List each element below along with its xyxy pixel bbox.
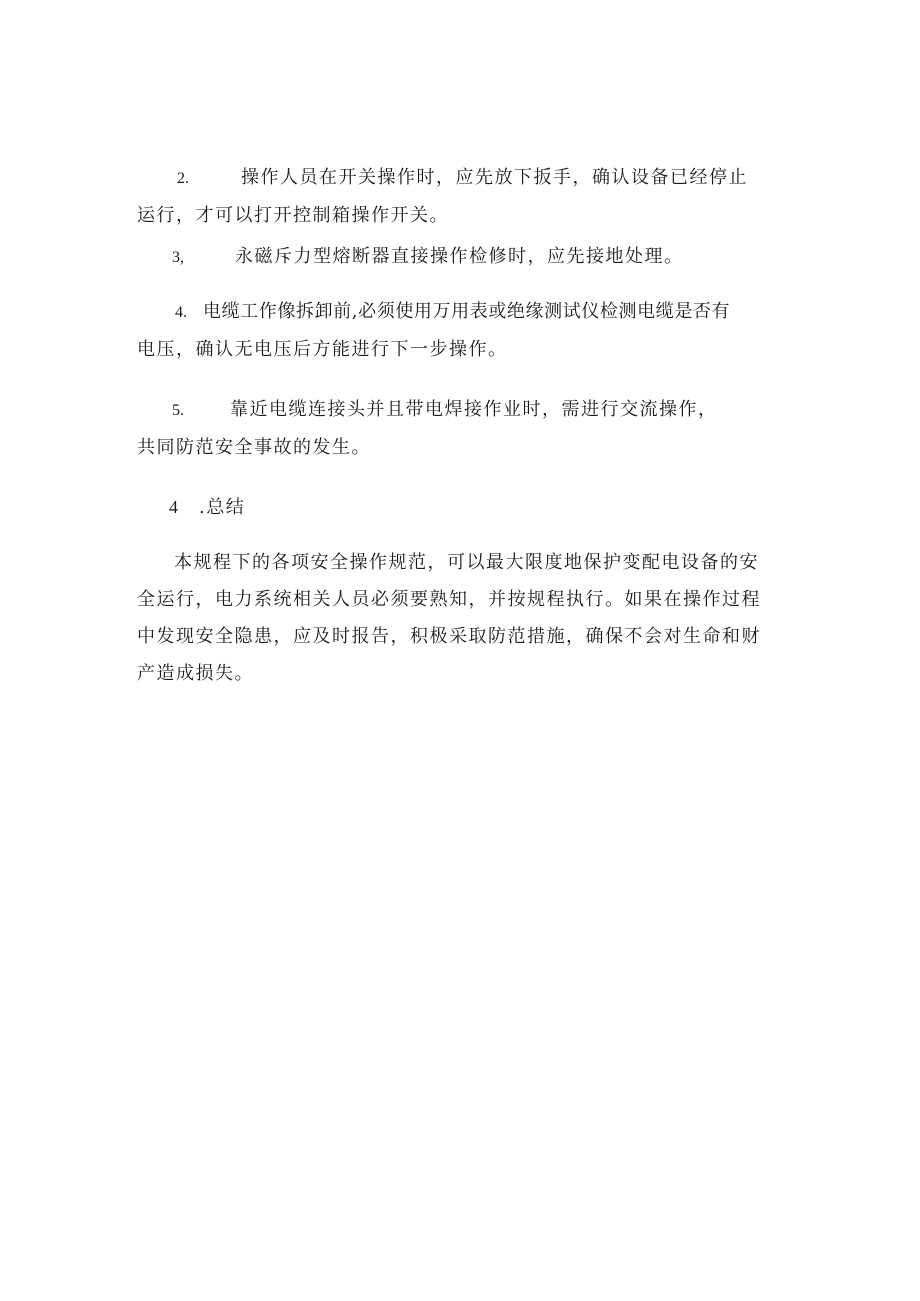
list-item-3-text-1: 永磁斥力型熔断器直接操作检修时，应先接地处理。 xyxy=(235,246,684,267)
list-item-2-number: 2. xyxy=(177,170,189,187)
list-item-2-text-1: 操作人员在开关操作时，应先放下扳手，确认设备已经停止 xyxy=(241,167,748,188)
list-item-5-line-1 xyxy=(137,391,777,429)
list-item-2-line-2: 运行，才可以打开控制箱操作开关。 xyxy=(137,205,449,226)
list-item-5 xyxy=(137,391,777,466)
list-item-2 xyxy=(137,159,777,234)
summary-paragraph xyxy=(137,544,777,692)
list-item-4-number: 4. xyxy=(175,304,187,321)
section-title: .总结 xyxy=(199,497,246,518)
list-item-5-line-2: 共同防范安全事故的发生。 xyxy=(137,437,371,458)
list-item-4 xyxy=(137,293,777,368)
summary-line-2: 全运行，电力系统相关人员必须要熟知，并按规程执行。如果在操作过程 xyxy=(137,589,761,610)
list-item-4-line-2: 电压，确认无电压后方能进行下一步操作。 xyxy=(137,339,508,360)
list-item-3-line-1 xyxy=(137,238,777,276)
list-item-3-number: 3, xyxy=(172,249,184,266)
summary-line-4: 产造成损失。 xyxy=(137,663,254,684)
list-item-4-text-1: 电缆工作像拆卸前,必须使用万用表或绝缘测试仪检测电缆是否有 xyxy=(203,301,731,322)
list-item-5-text-1: 靠近电缆连接头并且带电焊接作业时，需进行交流操作， xyxy=(230,399,718,420)
list-item-5-number: 5. xyxy=(172,402,184,419)
list-item-2-line-1 xyxy=(137,159,777,197)
section-number: 4 xyxy=(169,497,178,517)
list-item-3 xyxy=(137,238,777,276)
summary-line-1: 本规程下的各项安全操作规范，可以最大限度地保护变配电设备的安 xyxy=(174,552,759,573)
section-heading xyxy=(137,489,777,526)
list-item-4-line-1 xyxy=(137,293,777,331)
summary-line-3: 中发现安全隐患，应及时报告，积极采取防范措施，确保不会对生命和财 xyxy=(137,626,761,647)
